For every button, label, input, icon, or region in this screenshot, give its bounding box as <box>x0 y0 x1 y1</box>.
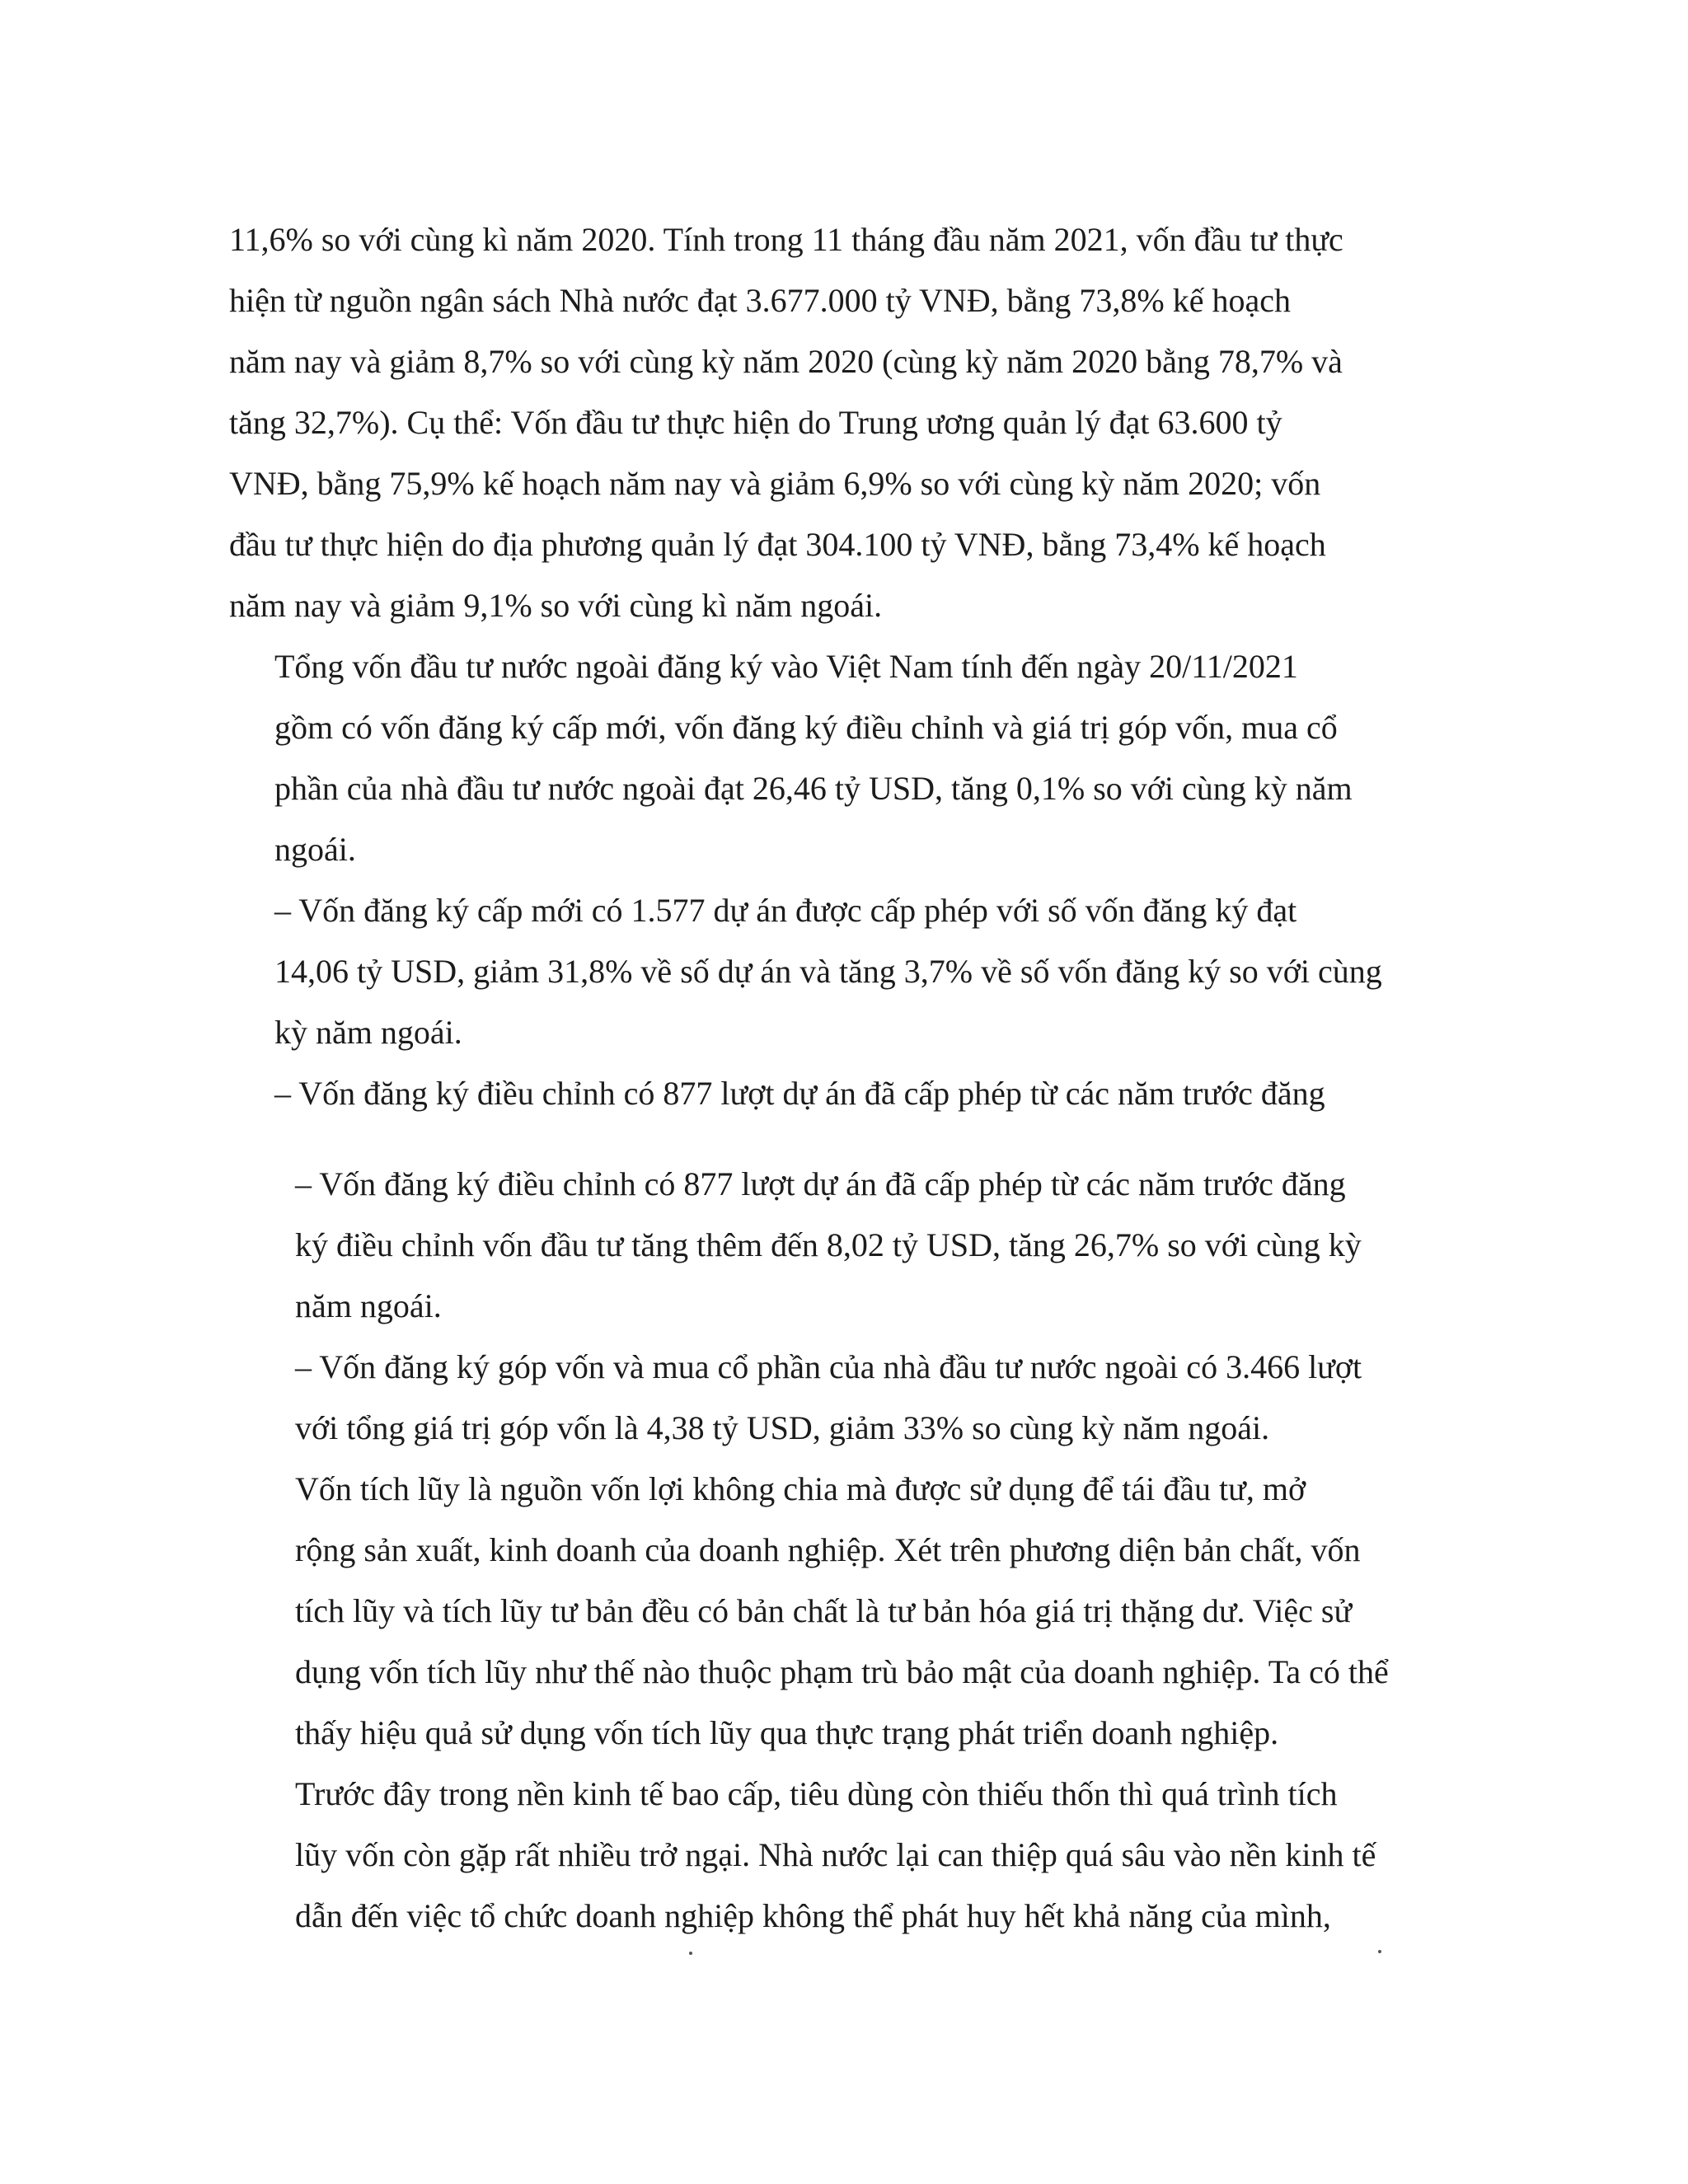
text-line: ngoái. <box>274 831 356 868</box>
text-line: đầu tư thực hiện do địa phương quản lý đạt 304.100 tỷ VNĐ, bằng 73,4% kế hoạch <box>229 526 1326 563</box>
paragraph <box>229 209 1441 636</box>
paragraph <box>229 1063 1441 1124</box>
text-line: ký điều chỉnh vốn đầu tư tăng thêm đến 8,02 tỷ USD, tăng 26,7% so với cùng kỳ <box>295 1226 1362 1263</box>
text-line: VNĐ, bằng 75,9% kế hoạch năm nay và giảm 6,9% so với cùng kỳ năm 2020; vốn <box>229 465 1321 502</box>
text-line: năm ngoái. <box>295 1287 442 1324</box>
text-block-lower <box>250 1154 1461 1947</box>
scan-speck <box>689 1952 692 1955</box>
text-line: – Vốn đăng ký điều chỉnh có 877 lượt dự án đã cấp phép từ các năm trước đăng <box>295 1165 1346 1202</box>
text-line: dụng vốn tích lũy như thế nào thuộc phạm trù bảo mật của doanh nghiệp. Ta có thể <box>295 1653 1389 1690</box>
text-line: 14,06 tỷ USD, giảm 31,8% về số dự án và tăng 3,7% về số vốn đăng ký so với cùng <box>274 953 1382 990</box>
text-line: năm nay và giảm 8,7% so với cùng kỳ năm 2020 (cùng kỳ năm 2020 bằng 78,7% và <box>229 343 1343 380</box>
paragraph <box>250 1459 1461 1764</box>
text-line: gồm có vốn đăng ký cấp mới, vốn đăng ký điều chỉnh và giá trị góp vốn, mua cổ <box>274 709 1338 746</box>
scan-speck <box>1378 1950 1381 1953</box>
text-line: phần của nhà đầu tư nước ngoài đạt 26,46 tỷ USD, tăng 0,1% so với cùng kỳ năm <box>274 770 1353 807</box>
text-line: hiện từ nguồn ngân sách Nhà nước đạt 3.677.000 tỷ VNĐ, bằng 73,8% kế hoạch <box>229 282 1291 319</box>
text-line: Trước đây trong nền kinh tế bao cấp, tiêu dùng còn thiếu thốn thì quá trình tích <box>295 1775 1338 1812</box>
text-line: – Vốn đăng ký điều chỉnh có 877 lượt dự án đã cấp phép từ các năm trước đăng <box>274 1075 1325 1112</box>
paragraph <box>250 1154 1461 1337</box>
text-line: – Vốn đăng ký cấp mới có 1.577 dự án được cấp phép với số vốn đăng ký đạt <box>274 892 1297 929</box>
text-line: dẫn đến việc tổ chức doanh nghiệp không thể phát huy hết khả năng của mình, <box>295 1897 1331 1934</box>
text-line: tăng 32,7%). Cụ thể: Vốn đầu tư thực hiện do Trung ương quản lý đạt 63.600 tỷ <box>229 404 1282 441</box>
text-line: tích lũy và tích lũy tư bản đều có bản chất là tư bản hóa giá trị thặng dư. Việc sử <box>295 1592 1353 1629</box>
text-line: Vốn tích lũy là nguồn vốn lợi không chia mà được sử dụng để tái đầu tư, mở <box>295 1470 1306 1507</box>
text-line: kỳ năm ngoái. <box>274 1014 462 1051</box>
text-line: thấy hiệu quả sử dụng vốn tích lũy qua thực trạng phát triển doanh nghiệp. <box>295 1714 1279 1751</box>
text-block-upper <box>229 209 1441 1124</box>
text-line: với tổng giá trị góp vốn là 4,38 tỷ USD, giảm 33% so cùng kỳ năm ngoái. <box>295 1409 1270 1446</box>
text-line: rộng sản xuất, kinh doanh của doanh nghiệp. Xét trên phương diện bản chất, vốn <box>295 1531 1361 1568</box>
text-line: Tổng vốn đầu tư nước ngoài đăng ký vào Việt Nam tính đến ngày 20/11/2021 <box>274 648 1298 685</box>
text-line: 11,6% so với cùng kì năm 2020. Tính trong 11 tháng đầu năm 2021, vốn đầu tư thực <box>229 221 1343 258</box>
paragraph <box>229 880 1441 1063</box>
text-line: lũy vốn còn gặp rất nhiều trở ngại. Nhà nước lại can thiệp quá sâu vào nền kinh tế <box>295 1836 1376 1873</box>
paragraph <box>250 1764 1461 1947</box>
text-line: năm nay và giảm 9,1% so với cùng kì năm ngoái. <box>229 587 883 624</box>
paragraph <box>229 636 1441 880</box>
text-line: – Vốn đăng ký góp vốn và mua cổ phần của nhà đầu tư nước ngoài có 3.466 lượt <box>295 1348 1362 1385</box>
paragraph <box>250 1337 1461 1459</box>
